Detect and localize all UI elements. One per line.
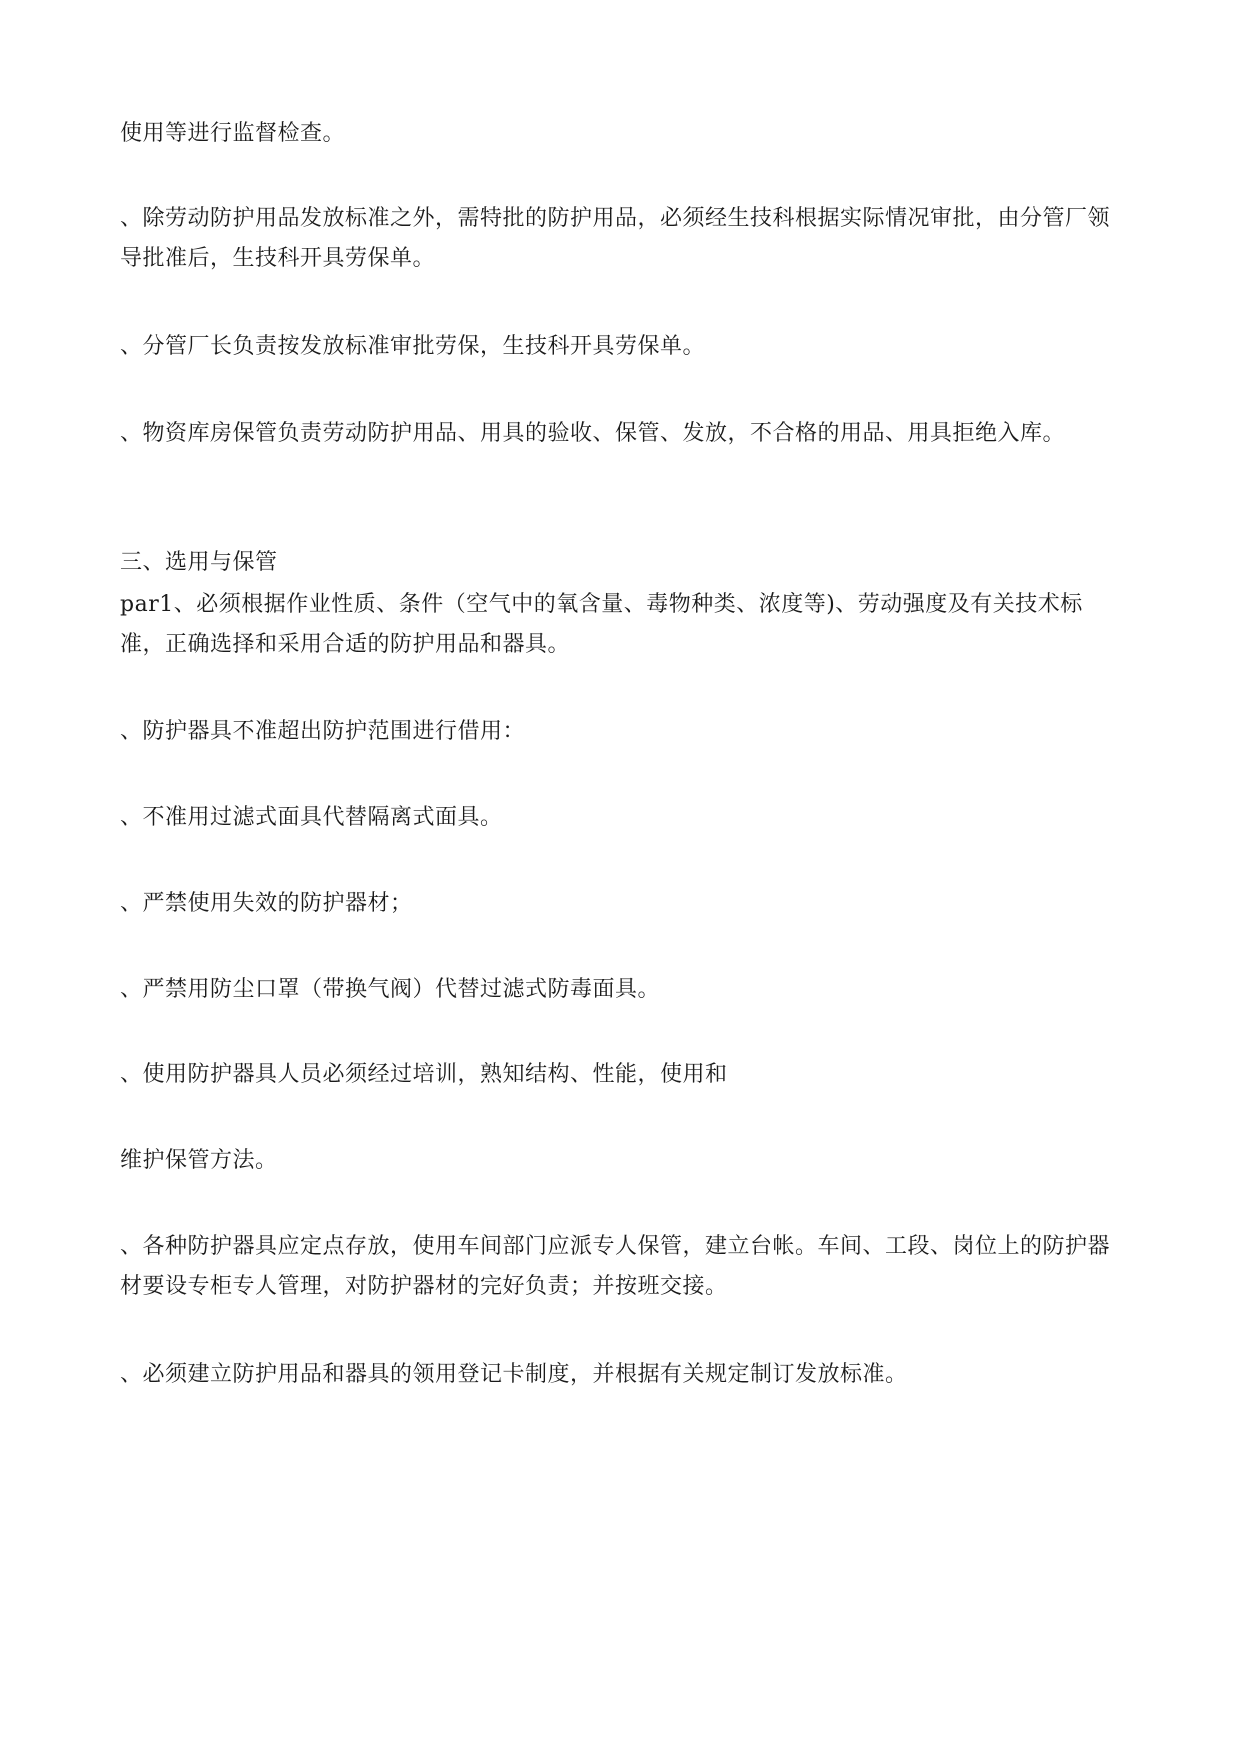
paragraph-no-lending: 、防护器具不准超出防护范围进行借用： xyxy=(120,719,526,744)
paragraph-filter-mask: 、不准用过滤式面具代替隔离式面具。 xyxy=(120,805,503,830)
paragraph-training: 、使用防护器具人员必须经过培训，熟知结构、性能，使用和 xyxy=(120,1062,728,1087)
paragraph-storage: 、各种防护器具应定点存放，使用车间部门应派专人保管，建立台帐。车间、工段、岗位上的防护器材要设专柜专人管理，对防护器材的完好负责；并按班交接。 xyxy=(120,1234,1111,1299)
paragraph-registration: 、必须建立防护用品和器具的领用登记卡制度，并根据有关规定制订发放标准。 xyxy=(120,1362,908,1387)
paragraph-special-approval: 、除劳动防护用品发放标准之外，需特批的防护用品，必须经生技科根据实际情况审批，由分管厂领导批准后，生技科开具劳保单。 xyxy=(120,206,1111,271)
section-heading: 三、选用与保管 xyxy=(120,550,278,575)
paragraph-expired-equipment: 、严禁使用失效的防护器材； xyxy=(120,891,413,916)
paragraph-supervision: 使用等进行监督检查。 xyxy=(120,121,346,146)
paragraph-dust-mask: 、严禁用防尘口罩（带换气阀）代替过滤式防毒面具。 xyxy=(120,977,661,1002)
paragraph-deputy-director: 、分管厂长负责按发放标准审批劳保，生技科开具劳保单。 xyxy=(120,334,706,359)
paragraph-selection: par1、必须根据作业性质、条件（空气中的氧含量、毒物种类、浓度等)、劳动强度及有关技术标准，正确选择和采用合适的防护用品和器具。 xyxy=(120,592,1083,657)
paragraph-maintenance: 维护保管方法。 xyxy=(120,1148,278,1173)
paragraph-warehouse: 、物资库房保管负责劳动防护用品、用具的验收、保管、发放，不合格的用品、用具拒绝入库。 xyxy=(120,421,1066,446)
